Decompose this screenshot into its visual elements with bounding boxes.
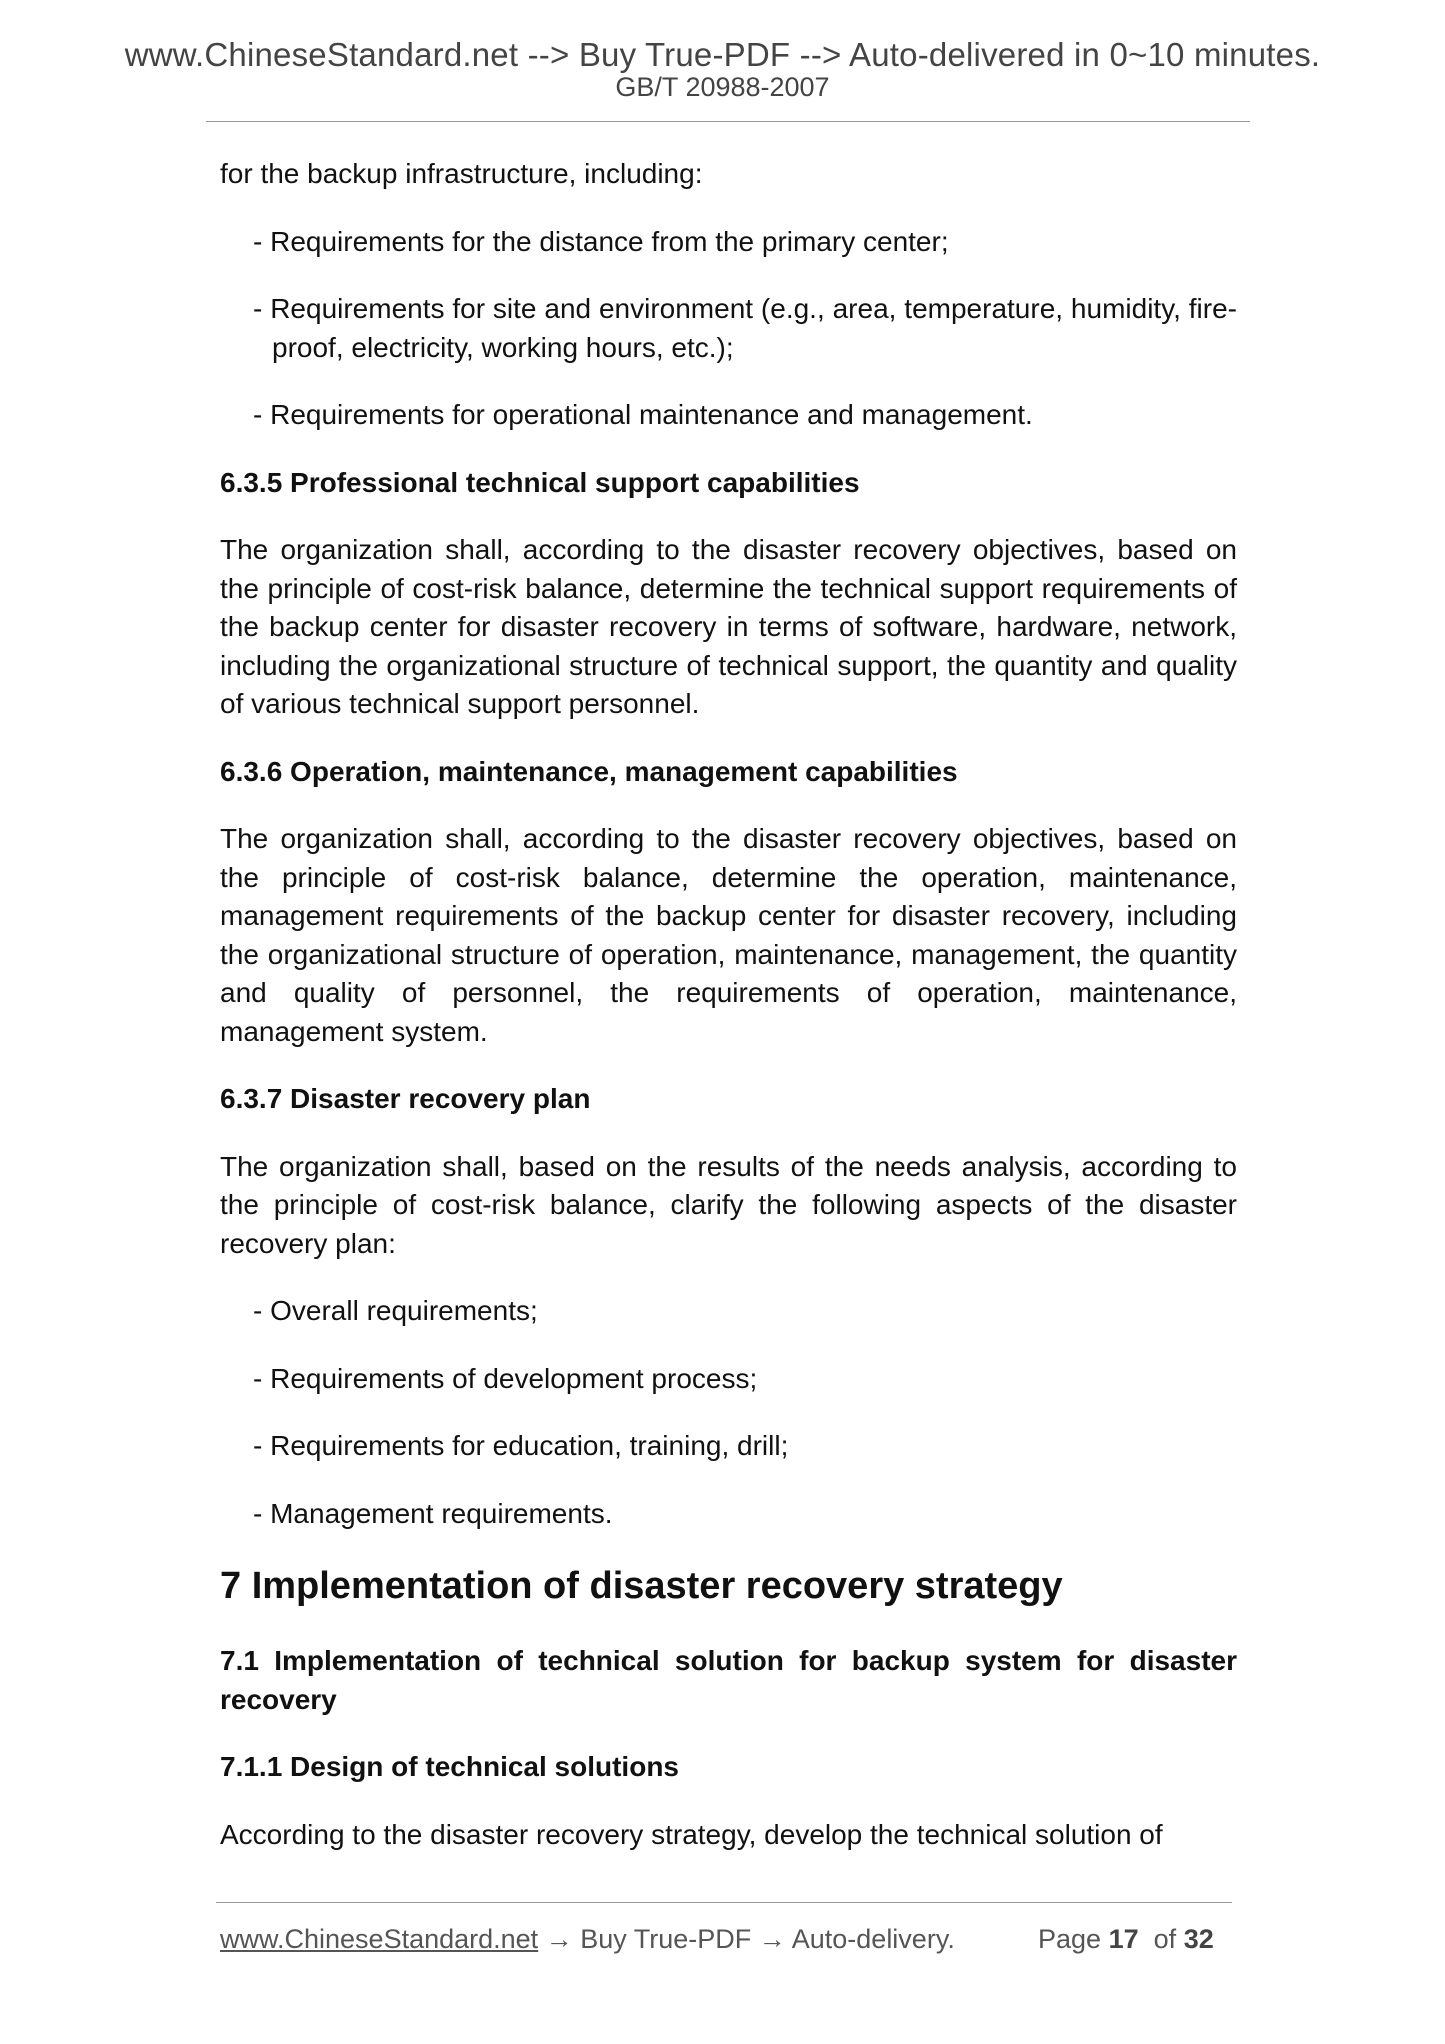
list-item-education: - Requirements for education, training, drill; <box>253 1430 789 1461</box>
list-item-site-environment: - Requirements for site and environment (e.g., area, temperature, humidity, fire-proof, electricity, working hours, etc.); <box>253 293 1237 363</box>
footer-site-link[interactable]: www.ChineseStandard.net <box>220 1924 539 1954</box>
page-label: Page <box>1038 1924 1102 1954</box>
intro-paragraph: for the backup infrastructure, including: <box>220 158 703 189</box>
list-item-overall: - Overall requirements; <box>253 1295 538 1326</box>
section-heading-7-1-1: 7.1.1 Design of technical solutions <box>220 1751 679 1782</box>
page-indicator <box>1038 1924 1214 1955</box>
list-item-management: - Management requirements. <box>253 1497 613 1529</box>
section-heading-6-3-7: 6.3.7 Disaster recovery plan <box>220 1083 591 1114</box>
section-heading-7-1: 7.1 Implementation of technical solution for backup system for disaster recovery <box>220 1645 1237 1715</box>
list-item-maintenance: - Requirements for operational maintenance and management. <box>253 399 1033 430</box>
footer-source <box>220 1924 955 1955</box>
section-text-6-3-5: The organization shall, according to the disaster recovery objectives, based on the principle of cost-risk balance, determine the technical support requirements of the backup center for disaster recovery in terms of software, hardware, network, including the organizational structure of technical support, the quantity and quality of various technical support personnel. <box>220 534 1237 719</box>
footer-divider <box>216 1902 1232 1903</box>
section-text-6-3-6: The organization shall, according to the disaster recovery objectives, based on the principle of cost-risk balance, determine the operation, maintenance, management requirements of the backup center for disaster recovery, including the organizational structure of operation, maintenance, management, the quantity and quality of personnel, the requirements of operation, maintenance, management system. <box>220 823 1237 1047</box>
section-text-7-1-1: According to the disaster recovery strategy, develop the technical solution of <box>220 1818 1163 1850</box>
footer-delivery-text: → Buy True-PDF → Auto-delivery. <box>538 1924 955 1954</box>
header-divider <box>206 121 1250 122</box>
page-total: 32 <box>1183 1924 1214 1954</box>
page-of-label: of <box>1153 1924 1177 1954</box>
section-heading-6-3-5: 6.3.5 Professional technical support capabilities <box>220 466 860 498</box>
list-item-distance: - Requirements for the distance from the primary center; <box>253 225 949 257</box>
document-body <box>220 155 1237 1854</box>
site-banner: www.ChineseStandard.net --> Buy True-PDF --> Auto-delivered in 0~10 minutes. <box>124 36 1321 73</box>
standard-code: GB/T 20988-2007 <box>615 72 830 102</box>
list-item-development: - Requirements of development process; <box>253 1362 758 1394</box>
section-text-6-3-7: The organization shall, based on the results of the needs analysis, according to the principle of cost-risk balance, clarify the following aspects of the disaster recovery plan: <box>220 1150 1237 1259</box>
chapter-heading-7: 7 Implementation of disaster recovery strategy <box>220 1565 1063 1607</box>
section-heading-6-3-6: 6.3.6 Operation, maintenance, management capabilities <box>220 755 958 787</box>
page-number: 17 <box>1108 1924 1139 1954</box>
